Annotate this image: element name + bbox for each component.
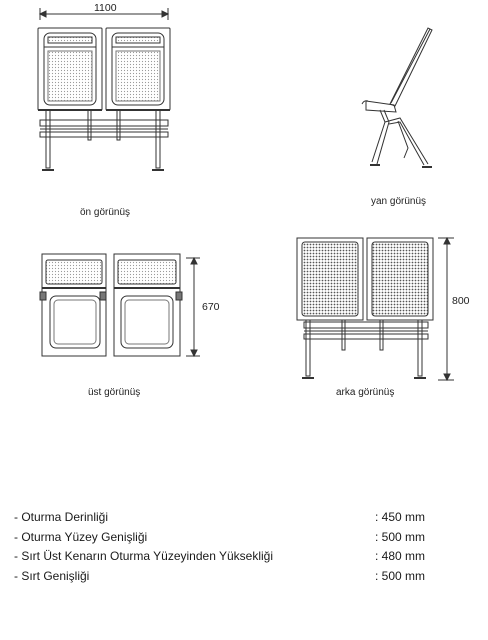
height-dimension-line <box>438 238 454 380</box>
top-left-unit <box>42 254 106 356</box>
spec-value: : 480 mm <box>375 549 426 563</box>
back-view <box>297 238 454 380</box>
top-right-unit <box>114 254 180 356</box>
front-view-label: ön görünüş <box>80 207 131 218</box>
spec-value: : 500 mm <box>375 568 426 583</box>
front-legs <box>42 110 164 170</box>
spec-name: - Sırt Üst Kenarın Oturma Yüzeyinden Yüksekliği <box>14 549 274 563</box>
top-view <box>40 254 200 356</box>
spec-name: - Oturma Yüzey Genişliği <box>14 529 148 544</box>
spec-row-backrest-width <box>14 567 444 587</box>
depth-dimension-line <box>186 258 200 356</box>
side-backrest <box>390 28 432 106</box>
spec-name: - Oturma Derinliği <box>14 510 109 524</box>
spec-row-seat-width <box>14 528 444 548</box>
side-frame-rear <box>385 118 428 164</box>
back-right-seat <box>367 238 433 320</box>
top-view-label: üst görünüş <box>88 387 141 398</box>
spec-value: : 450 mm <box>375 510 426 524</box>
side-view <box>362 28 432 167</box>
spec-name: - Sırt Genişliği <box>14 568 90 583</box>
height-dimension-label: 800 <box>452 295 470 307</box>
spec-row-seat-depth <box>14 508 444 528</box>
side-view-label: yan görünüş <box>371 196 427 207</box>
front-beams <box>40 120 168 137</box>
back-legs <box>302 320 426 378</box>
front-view <box>38 8 170 170</box>
front-right-seat <box>106 28 170 110</box>
side-frame-front <box>372 110 385 162</box>
depth-dimension-label: 670 <box>202 301 220 313</box>
front-left-seat <box>38 28 102 110</box>
back-left-seat <box>297 238 363 320</box>
spec-value: : 500 mm <box>375 529 426 544</box>
specifications-list <box>14 508 444 586</box>
width-dimension-label: 1100 <box>94 2 117 14</box>
back-beams <box>304 322 428 339</box>
spec-row-backrest-height <box>14 547 444 567</box>
back-view-label: arka görünüş <box>336 387 395 398</box>
